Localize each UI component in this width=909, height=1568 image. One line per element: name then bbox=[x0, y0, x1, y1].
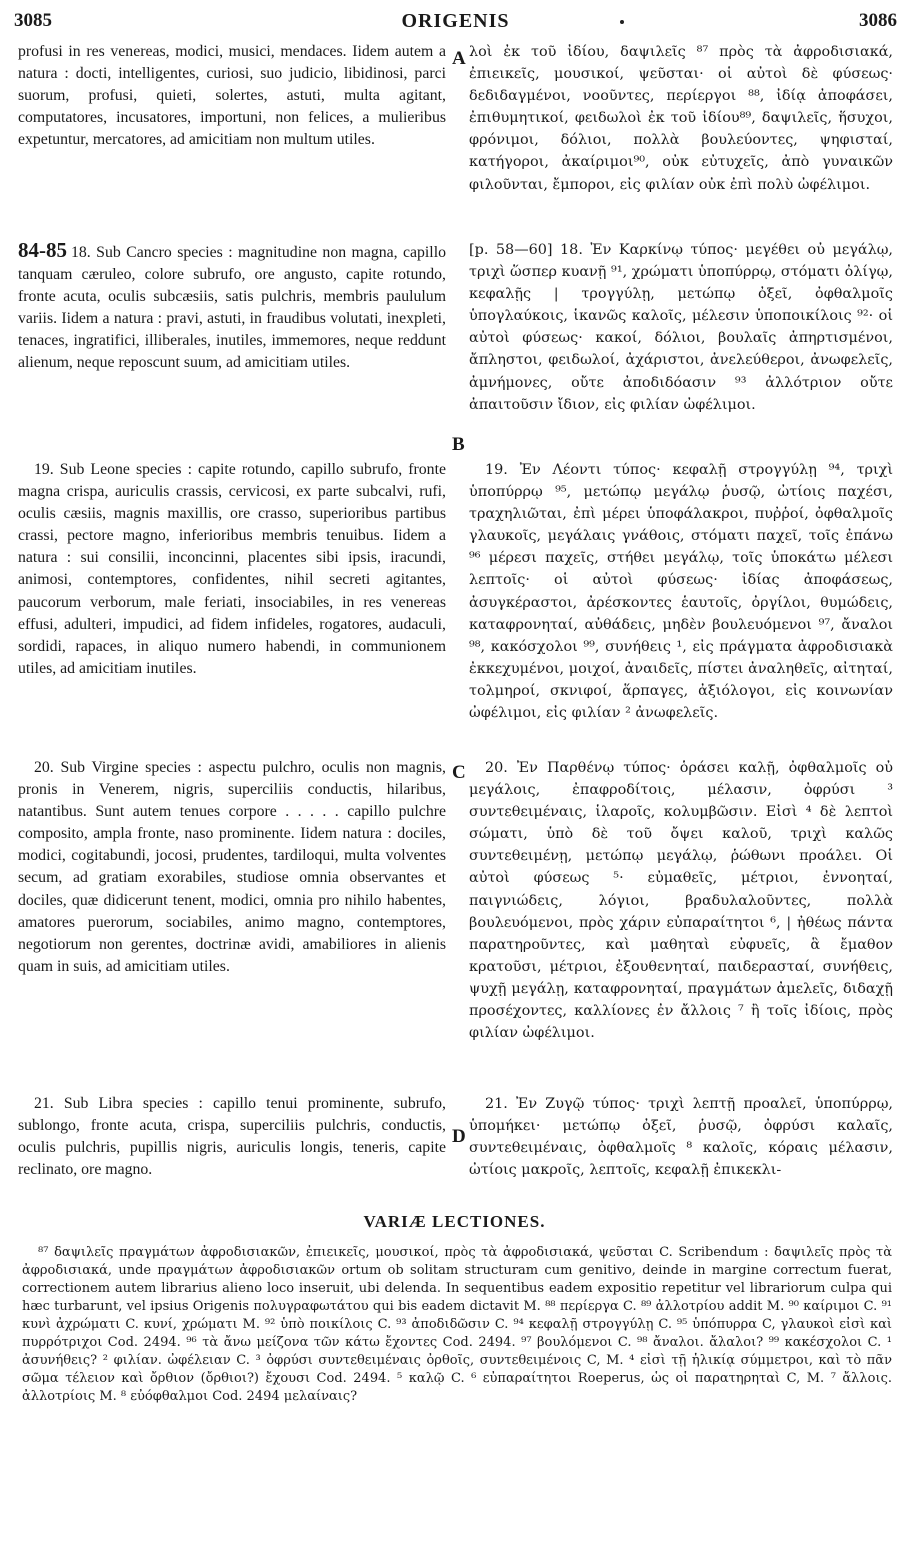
header-dot bbox=[620, 20, 624, 24]
latin-para-21: 21. Sub Libra species : capillo tenui prominente, subrufo, sublongo, fronte acuta, crispa, superciliis pulchris, conductis, oculis pulchris, pupillis nigris, auriculis longis, teneris, capite reclinato, ore magno. bbox=[18, 1095, 446, 1179]
left-page-number: 3085 bbox=[14, 10, 52, 31]
latin-para-18 bbox=[18, 239, 446, 375]
margin-letter-d: D bbox=[452, 1126, 466, 1147]
greek-para-19: 19. Ἐν Λέοντι τύπος· κεφαλῇ στρογγύλῃ ⁹⁴, τριχὶ ὑποπύρρῳ ⁹⁵, μετώπῳ μεγάλῳ ῥυσῷ, ὠτίοις παχέσι, τραχηλιῶται, ἐπὶ μέρει ὑποφάλακροι, πυῤῥοί, ὀφθαλμοῖς γλαυκοῖς, μεγάλαις γνάθοις, στόματι παχεῖ, τοῖς ἐπάνω ⁹⁶ μέρεσι παχεῖς, στήθει μεγάλῳ, τοῖς ὑποκάτω μέλεσι λεπτοῖς· οἱ αὐτοὶ φύσεως· ἰδίας ἀποφάσεως, ἀσυγκέραστοι, ἀρέσκοντες ἑαυτοῖς, ὀργίλοι, θυμώδεις, καταφρονηταί, αὐθάδεις, μηδὲν βουλευόμενοι ⁹⁷, ἄναλοι ⁹⁸, κακόσχολοι ⁹⁹, συνήθεις ¹, εἰς πράγματα ἀφροδισιακὰ ἐκκεχυμένοι, μοιχοί, ἀναιδεῖς, πίστει ἀναληθεῖς, αἰτηταί, τολμηροί, σκνιφοί, ἅρπαγες, ἀξιόλογοι, εἰς κοινωνίαν ὠφέλιμοι, εἰς φιλίαν ² ἀνωφελεῖς. bbox=[469, 462, 893, 722]
greek-para-20: 20. Ἐν Παρθένῳ τύπος· ὁράσει καλῇ, ὀφθαλμοῖς οὐ μεγάλοις, ἐπαφροδίτοις, μέλασιν, ὀφρύσι ³ συντεθειμέναις, ἱλαροῖς, κολυμβῶσιν. Εἰσὶ ⁴ δὲ λεπτοὶ σώματι, ὑπὸ δὲ τοῦ ὄψει καλοῦ, τριχὶ καλῶς συντεθειμένῃ, μετώπῳ μεγάλῳ, ῥώθωνι προάλει. Οἱ αὐτοὶ φύσεως ⁵· εὐμαθεῖς, μέτριοι, ἐννοηταί, παιγνιώδεις, λόγιοι, βραδυλαλοῦντες, πολλὰ βουλευόμενοι, πρὸς χάριν εὐπαραίτητοι ⁶, | ἠθέως πάντα παρατηροῦντες, καὶ μαθηταὶ εὐφυεῖς, ἃ ἔμαθον κρατοῦσι, μέτριοι, ἐξουθενηταί, παιδερασταί, συνήθεις, ψυχῇ μεγάλῃ, καταφρονηταί, πραγμάτων ἀμελεῖς, διδαχῇ προσέχοντες, καλλίονες ἐν ἄλλοις ⁷ ἢ τοῖς ἰδίοις, πρὸς φιλίαν ὠφέλιμοι. bbox=[469, 760, 893, 1042]
margin-letter-c: C bbox=[452, 762, 466, 783]
page-header bbox=[14, 10, 897, 34]
latin-para-18-text: 18. Sub Cancro species : magnitudine non magna, capillo tanquam cæruleo, colore subrufo, ore angusto, capite rotundo, fronte acuta, oculis subcæsiis, satis pulchris, membris paululum variis. Iidem a natura : pravi, astuti, in fraudibus volutati, inexpleti, tenaces, ingratifici, illiberales, inutiles, immemores, neque reddunt alienum, neque reposcunt suum, ad amicitiam utiles. bbox=[18, 244, 446, 372]
variae-title: VARIÆ LECTIONES. bbox=[363, 1212, 546, 1231]
greek-para-17-end: λοὶ ἐκ τοῦ ἰδίου, δαψιλεῖς ⁸⁷ πρὸς τὰ ἀφροδισιακά, ἐπιεικεῖς, μουσικοί, ψεῦσται· οἱ αὐτοὶ δὲ φύσεως· δεδιδαγμένοι, νοοῦντες, περίεργοι ⁸⁸, ἰδίᾳ ἀποφάσει, ἐπιθυμητικοί, φειδωλοὶ ἐκ τοῦ ἰδίου⁸⁹, δαψιλεῖς, ἥσυχοι, φρόνιμοι, δόλιοι, πολλὰ βουλεύοντες, ψηφισταί, κατήγοροι, ἀκαίριμοι⁹⁰, οὐκ εὐτυχεῖς, ἀπὸ γυναικῶν φιλοῦνται, ἔμποροι, εἰς φιλίαν οὐκ ἐπὶ πολὺ ὠφέλιμοι. bbox=[469, 44, 893, 193]
greek-para-21: 21. Ἐν Ζυγῷ τύπος· τριχὶ λεπτῇ προαλεῖ, ὑποπύρρῳ, ὑπομήκει· μετώπῳ ὀξεῖ, ῥυσῷ, ὀφρύσι καλαῖς, συντεθειμέναις, ὀφθαλμοῖς ⁸ καλοῖς, κόραις μέλασιν, ὠτίοις μακροῖς, λεπτοῖς, κεφαλῇ ἐπικεκλι- bbox=[469, 1096, 893, 1179]
greek-para-18: [p. 58—60] 18. Ἐν Καρκίνῳ τύπος· μεγέθει οὐ μεγάλῳ, τριχὶ ὥσπερ κυανῇ ⁹¹, χρώματι ὑποπύρρῳ, στόματι ὀλίγῳ, κεφαλῇς | τρογγύλῃ, μετώπῳ ὀξεῖ, ὀφθαλμοῖς ὑπογλαύκοις, ἱκανῶς καλοῖς, μέλεσιν ὑποποικίλοις ⁹²· οἱ αὐτοὶ φύσεως· κακοί, δόλιοι, βουλαῖς ἀπηρτισμένοι, ἄπληστοι, φειδωλοί, ἀχάριστοι, ἀνελεύθεροι, ἀνωφελεῖς, ἀμνήμονες, οὔτε ἀποδιδόασιν ⁹³ ἀλλότριον οὔτε ἀπαιτοῦσιν ἴδιον, εἰς φιλίαν ὠφέλιμοι. bbox=[469, 242, 893, 413]
latin-para-19: 19. Sub Leone species : capite rotundo, capillo subrufo, fronte magna crispa, auriculis crassis, cervicosi, ex parte subcalvi, rufi, oculis cæsiis, magnis maxillis, ore crasso, superioribus partibus crassi, pectore magno, inferioribus membris tenuibus. Iidem a natura : sui consilii, inconcinni, placentes sibi ipsis, iracundi, animosi, contemptores, confidentes, nihil secreti agitantes, paucorum verborum, male feriati, insociabiles, in res venereas effusi, adulteri, impudici, ad fidem infideles, rogatores, audaculi, sordidi, rapaces, in aliquo numero habendi, in communionem utiles, ad amicitiam inutiles. bbox=[18, 461, 446, 677]
latin-para-17-end: profusi in res venereas, modici, musici, mendaces. Iidem autem a natura : docti, intelligentes, curiosi, suo judicio, libidinosi, parci suorum, profusi, quieti, solertes, astuti, multa agitant, computatores, incusatores, importuni, non felices, a mulieribus expetuntur, mercatores, ad amicitiam non multum utiles. bbox=[18, 43, 446, 149]
running-title: ORIGENIS bbox=[401, 10, 510, 32]
margin-letter-a: A bbox=[452, 48, 466, 69]
variae-text: ⁸⁷ δαψιλεῖς πραγμάτων ἀφροδισιακῶν, ἐπιεικεῖς, μουσικοί, πρὸς τὰ ἀφροδισιακά, ψεῦσται C. Scribendum : δαψιλεῖς πρὸς τὰ ἀφροδισιακά, unde πραγμάτων ἀφροδισιακῶν ortum ob solitam structuram cum genitivo, deinde in margine correctum fuerat, correctionem autem librarius alieno loco inseruit, ubi delenda. In sequentibus eadem expositio repetitur vel librariorum culpa qui hæc turbarunt, vel ipsius Origenis πολυγραφωτάτου qui bis eadem dictavit M. ⁸⁸ περίεργα C. ⁸⁹ ἀλλοτρίου addit M. ⁹⁰ καίριμοι C. ⁹¹ κυνὶ ἀχρώματι C. κυνί, χρώματι M. ⁹² ὑπὸ ποικίλοις C. ⁹³ ἀποδιδῶσιν C. ⁹⁴ κεφαλῇ στρογγύλῃ C. ⁹⁵ ὑπόπυρρα C, γλαυκοὶ εἰσὶ καὶ πυρρότριχοι Cod. 2494. ⁹⁶ τὰ ἄνω μείζονα τῶν κάτω ἔχοντες Cod. 2494. ⁹⁷ βουλόμενοι C. ⁹⁸ ἄναλοι. ἄλαλοι? ⁹⁹ κακέσχολοι C. ¹ ἀσυνήθεις? ² φιλίαν. ὠφέλειαν C. ³ ὀφρύσι συντεθειμέναις ὀρθοῖς, συντεθειμένοις C, M. ⁴ εἰσὶ τῇ ἡλικίᾳ σύμμετροι, καὶ τὸ πᾶν σῶμα τέλειον καὶ ὄρθιον (ὄρθιοι?) ἔχουσι Cod. 2494. ⁵ καλῷ C. ⁶ εὐπαραίτητοι Roeperus, ὡς οἱ παρατηρηταὶ C, M. ⁷ ἄλλοις. ἀλλοτρίοις M. ⁸ εὐόφθαλμοι Cod. 2494 μελαίναις? bbox=[22, 1245, 892, 1404]
latin-para-20: 20. Sub Virgine species : aspectu pulchro, oculis non magnis, pronis in Venerem, nigris, superciliis conductis, hilaribus, natantibus. Sunt autem tenues corpore . . . . . capillo pulchre composito, ampla fronte, naso prominente. Iidem natura : dociles, modici, cogitabundi, jocosi, prudentes, tardiloqui, multa volventes secum, ad gratiam exorabiles, studiose omnia observantes et dociles, quæ didicerunt tenent, modici, omnia pro nihilo habentes, amatores puerorum, sociabiles, animo magno, contemptores, negotiorum non gerentes, doctrinæ avidi, amabiliores in alienis quam in suis, ad amicitiam utiles. bbox=[18, 759, 446, 975]
margin-letter-b: B bbox=[452, 434, 465, 455]
right-page-number: 3086 bbox=[859, 10, 897, 31]
margin-number: 84-85 bbox=[18, 238, 67, 262]
variae-notes bbox=[22, 1244, 892, 1406]
